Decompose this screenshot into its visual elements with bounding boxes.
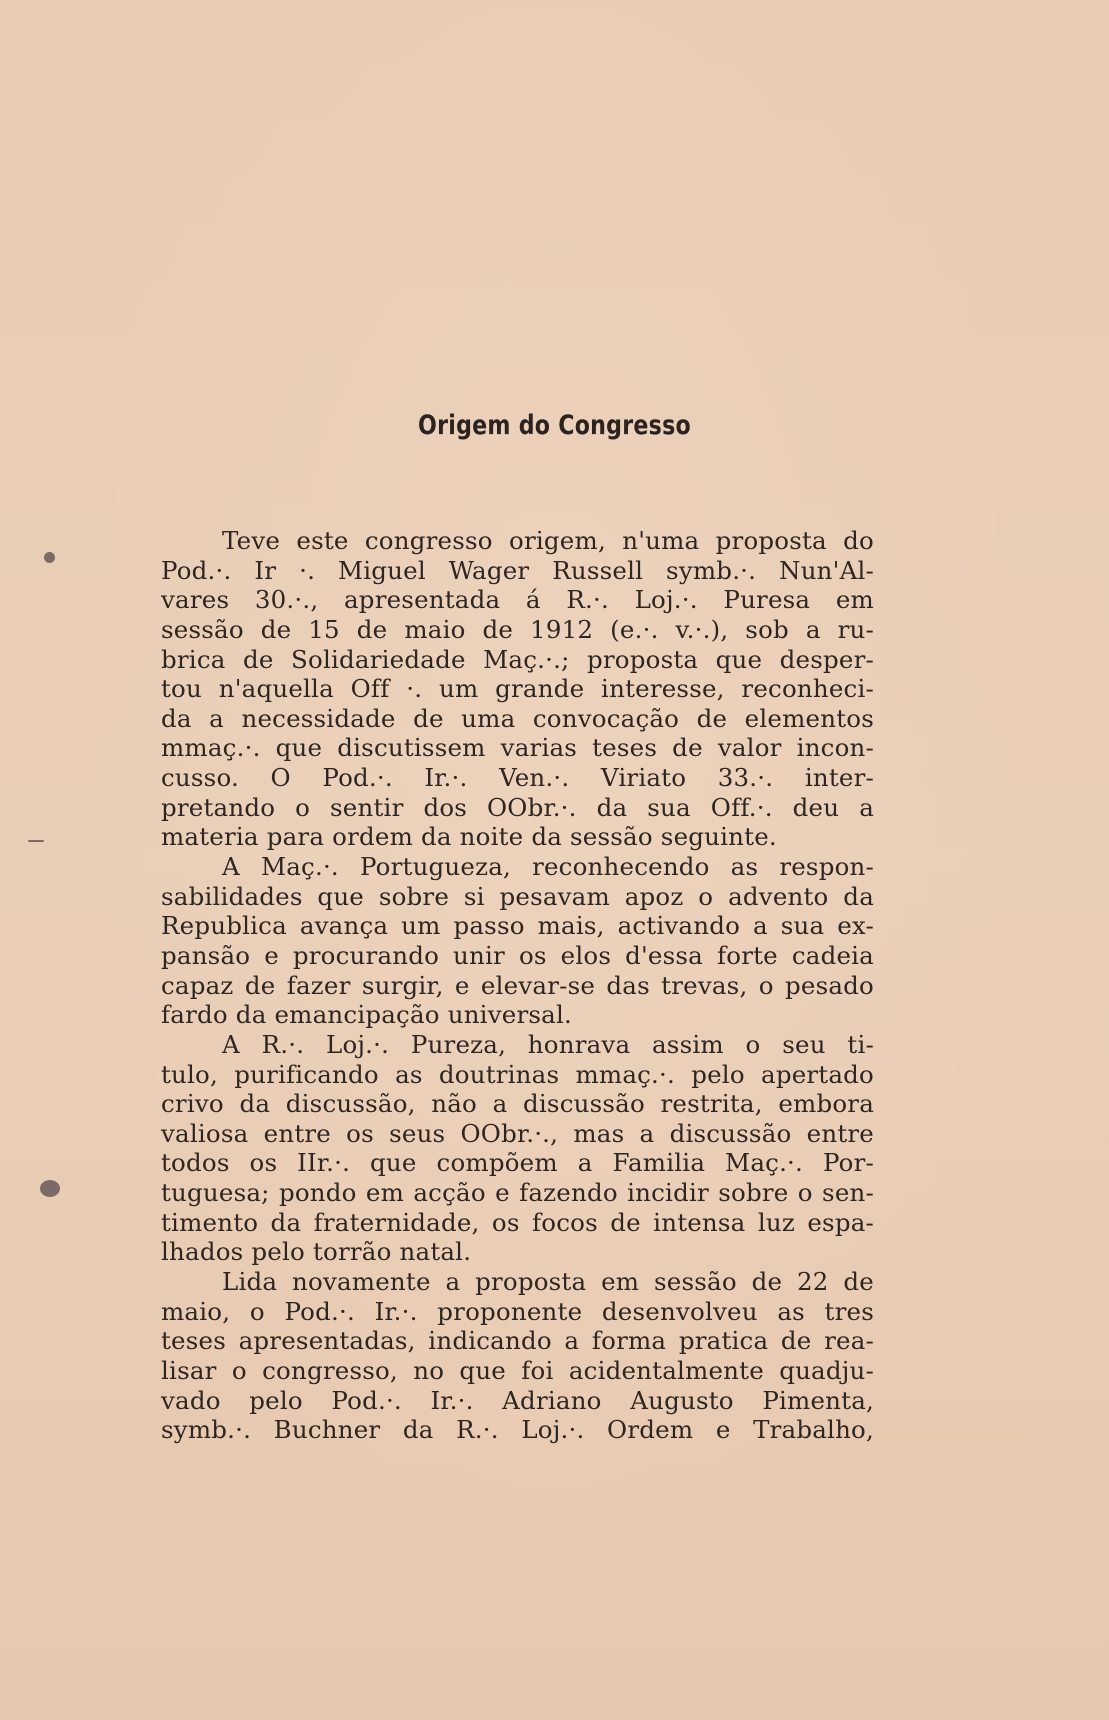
text-line: cusso. O Pod.·. Ir.·. Ven.·. Viriato 33.·. inter-	[161, 763, 874, 793]
text-line: Pod.·. Ir ·. Miguel Wager Russell symb.·. Nun'Al-	[161, 555, 874, 585]
text-line: materia para ordem da noite da sessão seguinte.	[161, 822, 777, 852]
text-line: pansão e procurando unir os elos d'essa forte cadeia	[161, 940, 874, 970]
text-line: sessão de 15 de maio de 1912 (e.·. v.·.), sob a ru-	[161, 614, 874, 644]
page-title: Origem do Congresso	[418, 410, 691, 441]
text-line: tou n'aquella Off ·. um grande interesse, reconheci-	[161, 674, 874, 704]
text-line: A R.·. Loj.·. Pureza, honrava assim o seu ti-	[222, 1029, 874, 1059]
text-line: sabilidades que sobre si pesavam apoz o advento da	[161, 881, 874, 911]
text-line: A Maç.·. Portugueza, reconhecendo as respon-	[222, 852, 874, 882]
text-line: vares 30.·., apresentada á R.·. Loj.·. Puresa em	[161, 585, 874, 615]
ink-spot	[40, 1180, 60, 1197]
text-line: Republica avança um passo mais, activando a sua ex-	[161, 911, 874, 941]
text-line: Lida novamente a proposta em sessão de 22 de	[222, 1267, 874, 1297]
ink-spot	[28, 840, 44, 842]
text-line: timento da fraternidade, os focos de intensa luz espa-	[161, 1207, 874, 1237]
text-line: da a necessidade de uma convocação de elementos	[161, 703, 874, 733]
text-line: tuguesa; pondo em acção e fazendo incidir sobre o sen-	[161, 1178, 874, 1208]
ink-spot	[44, 552, 55, 563]
text-line: lhados pelo torrão natal.	[161, 1237, 472, 1267]
text-line: fardo da emancipação universal.	[161, 1000, 572, 1030]
text-line: todos os IIr.·. que compõem a Familia Maç.·. Por-	[161, 1148, 874, 1178]
text-line: mmaç.·. que discutissem varias teses de valor incon-	[161, 733, 874, 763]
text-line: pretando o sentir dos OObr.·. da sua Off.·. deu a	[161, 792, 874, 822]
text-line: brica de Solidariedade Maç.·.; proposta que desper-	[161, 644, 874, 674]
text-line: vado pelo Pod.·. Ir.·. Adriano Augusto Pimenta,	[161, 1385, 874, 1415]
text-line: valiosa entre os seus OObr.·., mas a discussão entre	[161, 1118, 874, 1148]
text-line: crivo da discussão, não a discussão restrita, embora	[161, 1089, 874, 1119]
text-line: tulo, purificando as doutrinas mmaç.·. pelo apertado	[161, 1059, 874, 1089]
text-line: capaz de fazer surgir, e elevar-se das trevas, o pesado	[161, 970, 874, 1000]
text-line: teses apresentadas, indicando a forma pratica de rea-	[161, 1326, 874, 1356]
text-line: maio, o Pod.·. Ir.·. proponente desenvolveu as tres	[161, 1296, 874, 1326]
text-line: lisar o congresso, no que foi acidentalmente quadju-	[161, 1355, 874, 1385]
text-line: symb.·. Buchner da R.·. Loj.·. Ordem e Trabalho,	[161, 1415, 874, 1445]
text-line: Teve este congresso origem, n'uma proposta do	[222, 526, 874, 555]
body-text	[161, 526, 874, 1445]
